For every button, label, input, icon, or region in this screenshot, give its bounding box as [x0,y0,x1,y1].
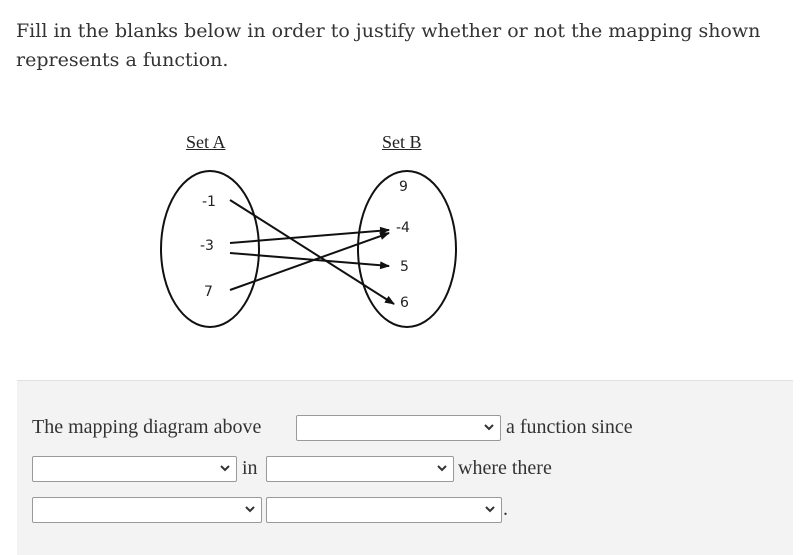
set-dropdown[interactable] [266,456,454,482]
set-a-element: 7 [204,284,213,300]
prompt-line-1: Fill in the blanks below in order to justify whether or not the mapping shown [16,20,761,42]
arrow-neg1-to-6 [230,200,394,304]
set-b-title: Set B [382,132,422,152]
function-status-dropdown[interactable] [296,415,501,441]
set-a-title: Set A [186,132,226,152]
element-dropdown[interactable] [266,497,502,523]
prompt-line-2: represents a function. [16,49,229,71]
chevron-down-icon [483,420,495,434]
chevron-down-icon [219,461,231,475]
answer-text-where: where there [458,457,552,479]
answer-text-since: a function since [506,416,633,438]
set-b-element: 6 [400,295,409,311]
set-a-element: -3 [200,238,214,254]
set-a-element: -1 [202,194,216,210]
chevron-down-icon [436,461,448,475]
answer-text-intro: The mapping diagram above [32,416,262,438]
arrow-neg3-to-5 [230,253,389,266]
quantity-dropdown[interactable] [32,497,262,523]
chevron-down-icon [484,502,496,516]
answer-text-period: . [503,498,508,520]
answer-text-in: in [242,457,258,479]
set-b-element: 5 [400,259,409,275]
set-b-element: 9 [399,179,408,195]
reason-dropdown[interactable] [32,456,237,482]
set-b-element: -4 [396,220,410,236]
chevron-down-icon [244,502,256,516]
